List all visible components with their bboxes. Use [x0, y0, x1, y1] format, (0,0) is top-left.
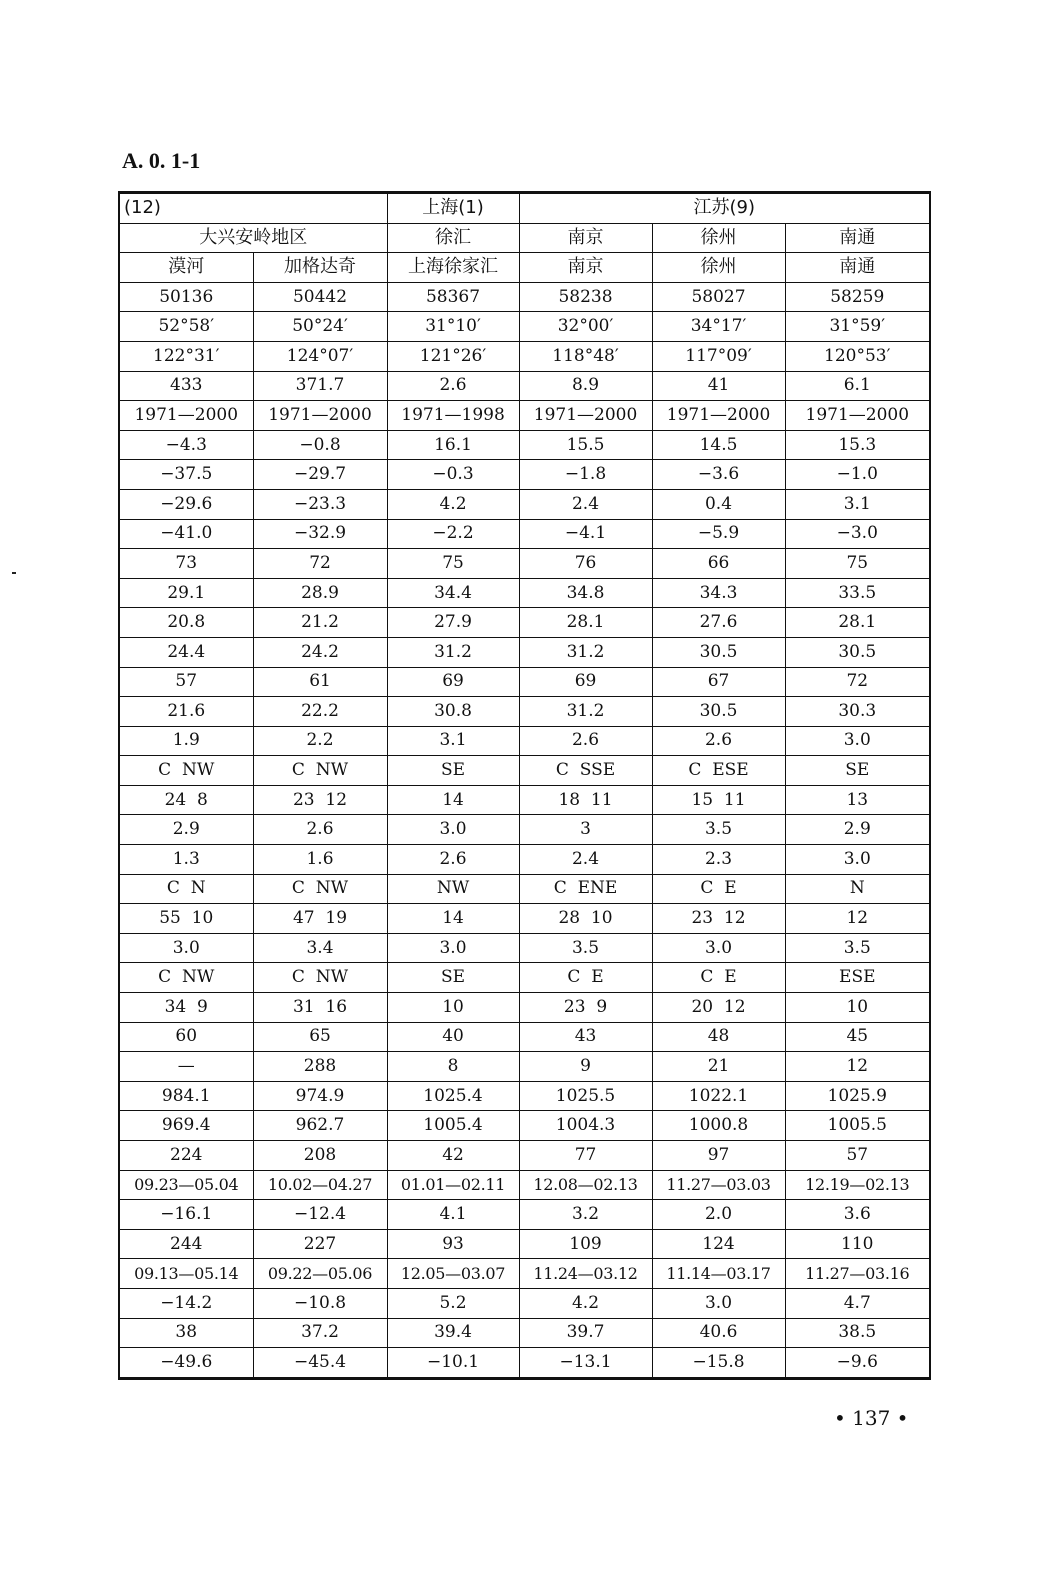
table-cell: 1971—2000	[519, 401, 652, 431]
table-cell: 1971—2000	[253, 401, 387, 431]
table-cell: C ENE	[519, 874, 652, 904]
table-cell: 38	[119, 1318, 253, 1348]
table-body	[119, 193, 930, 1379]
table-cell: 48	[652, 1022, 785, 1052]
table-cell: 24.4	[119, 637, 253, 667]
table-cell: 24 8	[119, 785, 253, 815]
table-cell: 1025.5	[519, 1081, 652, 1111]
table-cell: 224	[119, 1141, 253, 1171]
table-cell: 16.1	[387, 430, 519, 460]
table-row	[119, 549, 930, 579]
table-cell: 60	[119, 1022, 253, 1052]
table-row	[119, 637, 930, 667]
table-cell: C NW	[119, 963, 253, 993]
table-cell: 23 12	[253, 785, 387, 815]
table-cell: 120°53′	[785, 341, 930, 371]
table-cell: 9	[519, 1052, 652, 1082]
table-cell: 39.4	[387, 1318, 519, 1348]
table-row	[119, 697, 930, 727]
table-cell: −4.3	[119, 430, 253, 460]
table-cell: −10.8	[253, 1288, 387, 1318]
table-cell: 27.9	[387, 608, 519, 638]
table-cell: SE	[785, 756, 930, 786]
table-cell: −32.9	[253, 519, 387, 549]
table-cell: 12.05—03.07	[387, 1259, 519, 1289]
table-id: A. 0. 1-1	[122, 148, 201, 173]
table-row	[119, 1022, 930, 1052]
table-cell: 3.0	[785, 726, 930, 756]
table-cell: 01.01—02.11	[387, 1170, 519, 1200]
table-cell: −37.5	[119, 460, 253, 490]
table-row	[119, 904, 930, 934]
region-header: 上海(1)	[387, 193, 519, 224]
table-cell: 28.1	[519, 608, 652, 638]
table-cell: 23 9	[519, 993, 652, 1023]
station-name: 南京	[519, 253, 652, 283]
table-row	[119, 1141, 930, 1171]
area-header: 大兴安岭地区	[119, 223, 387, 253]
table-cell: 2.9	[119, 815, 253, 845]
table-cell: N	[785, 874, 930, 904]
table-cell: 58259	[785, 282, 930, 312]
table-cell: 39.7	[519, 1318, 652, 1348]
table-cell: −0.3	[387, 460, 519, 490]
table-cell: 38.5	[785, 1318, 930, 1348]
table-cell: 124°07′	[253, 341, 387, 371]
station-name: 加格达奇	[253, 253, 387, 283]
table-cell: 2.9	[785, 815, 930, 845]
table-cell: 1005.4	[387, 1111, 519, 1141]
table-cell: 1004.3	[519, 1111, 652, 1141]
table-cell: 11.27—03.16	[785, 1259, 930, 1289]
table-cell: 21.6	[119, 697, 253, 727]
table-cell: 09.23—05.04	[119, 1170, 253, 1200]
table-row	[119, 815, 930, 845]
area-header: 徐汇	[387, 223, 519, 253]
table-cell: C ESE	[652, 756, 785, 786]
table-cell: 18 11	[519, 785, 652, 815]
table-cell: 984.1	[119, 1081, 253, 1111]
table-row	[119, 845, 930, 875]
table-cell: −41.0	[119, 519, 253, 549]
table-cell: 244	[119, 1229, 253, 1259]
table-cell: −49.6	[119, 1348, 253, 1379]
table-cell: 3.4	[253, 933, 387, 963]
region-header: 江苏(9)	[519, 193, 930, 224]
table-cell: 11.24—03.12	[519, 1259, 652, 1289]
table-cell: −23.3	[253, 489, 387, 519]
header-row2	[119, 223, 930, 253]
table-cell: 10	[785, 993, 930, 1023]
table-cell: −1.8	[519, 460, 652, 490]
table-cell: 61	[253, 667, 387, 697]
table-cell: 50136	[119, 282, 253, 312]
table-cell: 2.4	[519, 845, 652, 875]
table-cell: 8	[387, 1052, 519, 1082]
table-cell: 28.9	[253, 578, 387, 608]
table-cell: 31°59′	[785, 312, 930, 342]
table-cell: −0.8	[253, 430, 387, 460]
table-row	[119, 1318, 930, 1348]
area-header: 南京	[519, 223, 652, 253]
table-cell: 1.3	[119, 845, 253, 875]
table-cell: 288	[253, 1052, 387, 1082]
table-cell: −29.6	[119, 489, 253, 519]
table-cell: 31 16	[253, 993, 387, 1023]
table-cell: 34.3	[652, 578, 785, 608]
table-cell: 6.1	[785, 371, 930, 401]
table-cell: 4.2	[387, 489, 519, 519]
table-cell: 2.6	[387, 845, 519, 875]
area-header: 徐州	[652, 223, 785, 253]
table-cell: 55 10	[119, 904, 253, 934]
table-cell: 11.27—03.03	[652, 1170, 785, 1200]
table-cell: 69	[519, 667, 652, 697]
table-cell: 227	[253, 1229, 387, 1259]
table-cell: 12.19—02.13	[785, 1170, 930, 1200]
table-cell: −3.0	[785, 519, 930, 549]
table-cell: 1971—2000	[119, 401, 253, 431]
table-row	[119, 371, 930, 401]
table-cell: 117°09′	[652, 341, 785, 371]
table-cell: 10	[387, 993, 519, 1023]
table-cell: 43	[519, 1022, 652, 1052]
table-row	[119, 401, 930, 431]
table-cell: 30.5	[652, 697, 785, 727]
table-row	[119, 933, 930, 963]
table-cell: 14.5	[652, 430, 785, 460]
table-cell: 4.2	[519, 1288, 652, 1318]
table-cell: 27.6	[652, 608, 785, 638]
table-cell: 57	[785, 1141, 930, 1171]
table-cell: 1971—1998	[387, 401, 519, 431]
table-cell: 371.7	[253, 371, 387, 401]
table-cell: 1005.5	[785, 1111, 930, 1141]
scan-speck	[12, 572, 16, 574]
table-cell: 3.0	[387, 933, 519, 963]
table-row	[119, 1288, 930, 1318]
table-row	[119, 341, 930, 371]
table-cell: C SSE	[519, 756, 652, 786]
table-cell: 15.5	[519, 430, 652, 460]
table-cell: 14	[387, 785, 519, 815]
table-cell: 2.4	[519, 489, 652, 519]
table-cell: 67	[652, 667, 785, 697]
table-cell: 40	[387, 1022, 519, 1052]
table-cell: 3.0	[652, 1288, 785, 1318]
table-cell: 34.4	[387, 578, 519, 608]
table-row	[119, 963, 930, 993]
table-cell: 75	[387, 549, 519, 579]
table-cell: 2.6	[519, 726, 652, 756]
table-cell: 32°00′	[519, 312, 652, 342]
table-cell: 208	[253, 1141, 387, 1171]
table-cell: 3.6	[785, 1200, 930, 1230]
table-cell: 42	[387, 1141, 519, 1171]
table-cell: 28 10	[519, 904, 652, 934]
table-cell: 962.7	[253, 1111, 387, 1141]
table-cell: 58238	[519, 282, 652, 312]
table-cell: −3.6	[652, 460, 785, 490]
table-cell: 1025.4	[387, 1081, 519, 1111]
table-row	[119, 1170, 930, 1200]
table-cell: 34°17′	[652, 312, 785, 342]
table-cell: 58367	[387, 282, 519, 312]
table-cell: 22.2	[253, 697, 387, 727]
table-cell: 974.9	[253, 1081, 387, 1111]
table-cell: 3	[519, 815, 652, 845]
table-row	[119, 874, 930, 904]
table-row	[119, 993, 930, 1023]
table-cell: 28.1	[785, 608, 930, 638]
table-cell: 75	[785, 549, 930, 579]
table-cell: 10.02—04.27	[253, 1170, 387, 1200]
table-cell: 1025.9	[785, 1081, 930, 1111]
table-cell: 2.0	[652, 1200, 785, 1230]
table-cell: C E	[652, 874, 785, 904]
table-cell: 4.1	[387, 1200, 519, 1230]
table-row	[119, 430, 930, 460]
table-cell: 15.3	[785, 430, 930, 460]
table-row	[119, 1081, 930, 1111]
table-cell: 76	[519, 549, 652, 579]
table-row	[119, 1229, 930, 1259]
table-cell: 122°31′	[119, 341, 253, 371]
table-cell: −10.1	[387, 1348, 519, 1379]
table-cell: 34.8	[519, 578, 652, 608]
table-row	[119, 1111, 930, 1141]
table-cell: 121°26′	[387, 341, 519, 371]
table-cell: 31.2	[519, 697, 652, 727]
table-cell: 69	[387, 667, 519, 697]
table-cell: 45	[785, 1022, 930, 1052]
table-cell: SE	[387, 756, 519, 786]
table-cell: 2.6	[387, 371, 519, 401]
table-cell: −12.4	[253, 1200, 387, 1230]
table-cell: −9.6	[785, 1348, 930, 1379]
table-cell: 97	[652, 1141, 785, 1171]
header-row3	[119, 253, 930, 283]
table-cell: 3.5	[785, 933, 930, 963]
page-number: • 137 •	[834, 1406, 909, 1430]
table-cell: 34 9	[119, 993, 253, 1023]
table-cell: −14.2	[119, 1288, 253, 1318]
table-cell: 2.3	[652, 845, 785, 875]
table-cell: 11.14—03.17	[652, 1259, 785, 1289]
table-cell: 58027	[652, 282, 785, 312]
table-row	[119, 460, 930, 490]
table-cell: 30.5	[652, 637, 785, 667]
table-row	[119, 578, 930, 608]
station-name: 上海徐家汇	[387, 253, 519, 283]
table-cell: 3.5	[652, 815, 785, 845]
table-cell: NW	[387, 874, 519, 904]
table-cell: C NW	[253, 874, 387, 904]
table-cell: 12	[785, 904, 930, 934]
table-cell: SE	[387, 963, 519, 993]
header-row1	[119, 193, 930, 224]
table-cell: 31.2	[387, 637, 519, 667]
table-cell: 110	[785, 1229, 930, 1259]
table-row	[119, 608, 930, 638]
table-cell: 4.7	[785, 1288, 930, 1318]
station-name: 漠河	[119, 253, 253, 283]
table-cell: 15 11	[652, 785, 785, 815]
table-row	[119, 726, 930, 756]
table-cell: −1.0	[785, 460, 930, 490]
table-cell: C NW	[253, 756, 387, 786]
table-cell: C N	[119, 874, 253, 904]
table-cell: 40.6	[652, 1318, 785, 1348]
table-cell: 13	[785, 785, 930, 815]
table-cell: 3.0	[119, 933, 253, 963]
table-cell: 20 12	[652, 993, 785, 1023]
table-cell: −29.7	[253, 460, 387, 490]
table-cell: 21.2	[253, 608, 387, 638]
table-cell: 72	[253, 549, 387, 579]
table-cell: 12.08—02.13	[519, 1170, 652, 1200]
table-cell: 0.4	[652, 489, 785, 519]
table-cell: C NW	[253, 963, 387, 993]
table-cell: 33.5	[785, 578, 930, 608]
table-cell: 50°24′	[253, 312, 387, 342]
table-row	[119, 756, 930, 786]
table-row	[119, 1348, 930, 1379]
table-row	[119, 785, 930, 815]
table-cell: 1971—2000	[785, 401, 930, 431]
table-row	[119, 1200, 930, 1230]
table-cell: 24.2	[253, 637, 387, 667]
table-row	[119, 1259, 930, 1289]
table-cell: 77	[519, 1141, 652, 1171]
table-cell: 8.9	[519, 371, 652, 401]
table-cell: 72	[785, 667, 930, 697]
table-cell: 1.9	[119, 726, 253, 756]
table-cell: 37.2	[253, 1318, 387, 1348]
table-cell: 3.0	[785, 845, 930, 875]
table-cell: 3.0	[387, 815, 519, 845]
table-cell: 66	[652, 549, 785, 579]
table-cell: 20.8	[119, 608, 253, 638]
station-name: 南通	[785, 253, 930, 283]
table-cell: 433	[119, 371, 253, 401]
table-cell: ESE	[785, 963, 930, 993]
table-cell: 65	[253, 1022, 387, 1052]
table-cell: 969.4	[119, 1111, 253, 1141]
table-cell: 2.6	[652, 726, 785, 756]
table-cell: 09.22—05.06	[253, 1259, 387, 1289]
table-cell: 31°10′	[387, 312, 519, 342]
table-row	[119, 282, 930, 312]
table-row	[119, 312, 930, 342]
table-cell: 3.1	[387, 726, 519, 756]
table-cell: 109	[519, 1229, 652, 1259]
table-cell: 1022.1	[652, 1081, 785, 1111]
table-cell: −4.1	[519, 519, 652, 549]
table-cell: 30.3	[785, 697, 930, 727]
table-cell: 3.5	[519, 933, 652, 963]
area-header: 南通	[785, 223, 930, 253]
table-cell: 3.1	[785, 489, 930, 519]
table-cell: C E	[519, 963, 652, 993]
station-name: 徐州	[652, 253, 785, 283]
table-cell: C E	[652, 963, 785, 993]
table-cell: 124	[652, 1229, 785, 1259]
table-cell: 30.5	[785, 637, 930, 667]
table-row	[119, 489, 930, 519]
table-cell: 23 12	[652, 904, 785, 934]
table-cell: −45.4	[253, 1348, 387, 1379]
table-cell: 47 19	[253, 904, 387, 934]
table-cell: C NW	[119, 756, 253, 786]
table-cell: 93	[387, 1229, 519, 1259]
table-cell: 31.2	[519, 637, 652, 667]
table-cell: −5.9	[652, 519, 785, 549]
region-header: (12)	[119, 193, 387, 224]
table-row	[119, 519, 930, 549]
table-cell: —	[119, 1052, 253, 1082]
table-cell: 2.2	[253, 726, 387, 756]
table-cell: 2.6	[253, 815, 387, 845]
table-cell: 1971—2000	[652, 401, 785, 431]
table-cell: 14	[387, 904, 519, 934]
table-cell: −15.8	[652, 1348, 785, 1379]
table-cell: 3.0	[652, 933, 785, 963]
table-cell: 1000.8	[652, 1111, 785, 1141]
table-cell: −2.2	[387, 519, 519, 549]
table-cell: 41	[652, 371, 785, 401]
table-cell: −13.1	[519, 1348, 652, 1379]
table-cell: 30.8	[387, 697, 519, 727]
table-cell: 118°48′	[519, 341, 652, 371]
table-cell: 73	[119, 549, 253, 579]
table-cell: 52°58′	[119, 312, 253, 342]
table-row	[119, 667, 930, 697]
table-cell: 21	[652, 1052, 785, 1082]
table-cell: −16.1	[119, 1200, 253, 1230]
climate-parameters-table	[118, 191, 931, 1380]
table-cell: 57	[119, 667, 253, 697]
table-cell: 1.6	[253, 845, 387, 875]
table-cell: 5.2	[387, 1288, 519, 1318]
table-cell: 12	[785, 1052, 930, 1082]
table-cell: 09.13—05.14	[119, 1259, 253, 1289]
table-row	[119, 1052, 930, 1082]
table-cell: 3.2	[519, 1200, 652, 1230]
table-cell: 29.1	[119, 578, 253, 608]
table-cell: 50442	[253, 282, 387, 312]
